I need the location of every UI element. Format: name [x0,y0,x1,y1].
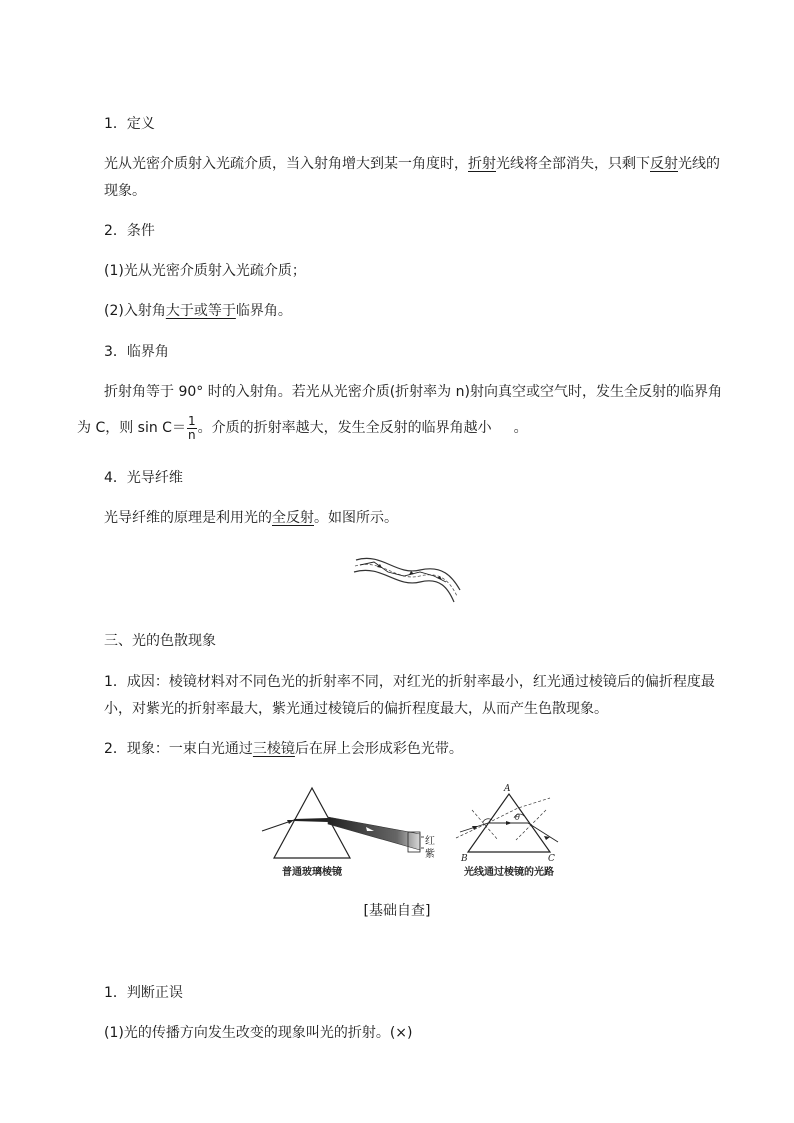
underlined-total-reflection: 全反射 [272,510,314,526]
theta-label: θ [515,813,520,822]
section-heading-condition: 2．条件 [104,223,155,239]
condition-item-2: (2)入射角大于或等于临界角。 [104,303,292,319]
underlined-prism: 三棱镜 [252,741,295,757]
section-heading-optical-fiber: 4．光导纤维 [104,470,183,486]
red-label: 红 [425,836,435,847]
basic-self-check-title: [基础自查] [363,903,431,919]
glass-prism-caption: 普通玻璃棱镜 [282,867,342,878]
critical-angle-paragraph-line1: 折射角等于 90° 时的入射角。若光从光密介质(折射率为 n)射向真空或空气时，发生全反射的临界角 [104,384,722,400]
vertex-b-label: B [461,854,468,864]
critical-angle-paragraph-line2: 为 C，则 sin C＝ $\frac{1}{n}$ 。介质的折射率越大，发生全反射的临界角越小 。 [77,413,528,442]
vertex-a-label: A [504,784,511,794]
section-heading-true-false: 1．判断正误 [104,985,183,1001]
true-false-item-1: (1)光的传播方向发生改变的现象叫光的折射。(×) [104,1025,413,1041]
definition-paragraph-line1: 光从光密介质射入光疏介质，当入射角增大到某一角度时，折射光线将全部消失，只剩下反射光线的 [104,156,720,172]
section-heading-critical-angle: 3．临界角 [104,344,169,360]
dispersion-phenomenon: 2．现象：一束白光通过三棱镜后在屏上会形成彩色光带。 [104,741,463,757]
prism-light-path-caption: 光线通过棱镜的光路 [464,867,554,878]
dispersion-cause-line1: 1．成因：棱镜材料对不同色光的折射率不同，对红光的折射率最小，红光通过棱镜后的偏折程度最 [104,674,715,690]
prism-light-path-figure [454,782,564,882]
glass-prism-figure [258,784,448,882]
vertex-c-label: C [548,854,555,864]
underlined-greater-equal: 大于或等于 [165,303,236,319]
optical-fiber-figure [352,550,464,606]
section-heading-definition: 1．定义 [104,116,155,132]
condition-item-1: (1)光从光密介质射入光疏介质； [104,263,306,279]
underlined-reflection: 反射 [650,156,678,172]
section-heading-dispersion: 三、光的色散现象 [104,633,216,649]
optical-fiber-paragraph: 光导纤维的原理是利用光的全反射。如图所示。 [104,510,398,526]
definition-paragraph-line2: 现象。 [104,183,146,199]
underlined-refraction: 折射 [468,156,496,172]
dispersion-cause-line2: 小，对紫光的折射率最大，紫光通过棱镜后的偏折程度最大，从而产生色散现象。 [104,701,608,717]
fraction-one-over-n: $\frac{1}{n}$ [187,413,196,442]
purple-label: 紫 [425,849,435,860]
